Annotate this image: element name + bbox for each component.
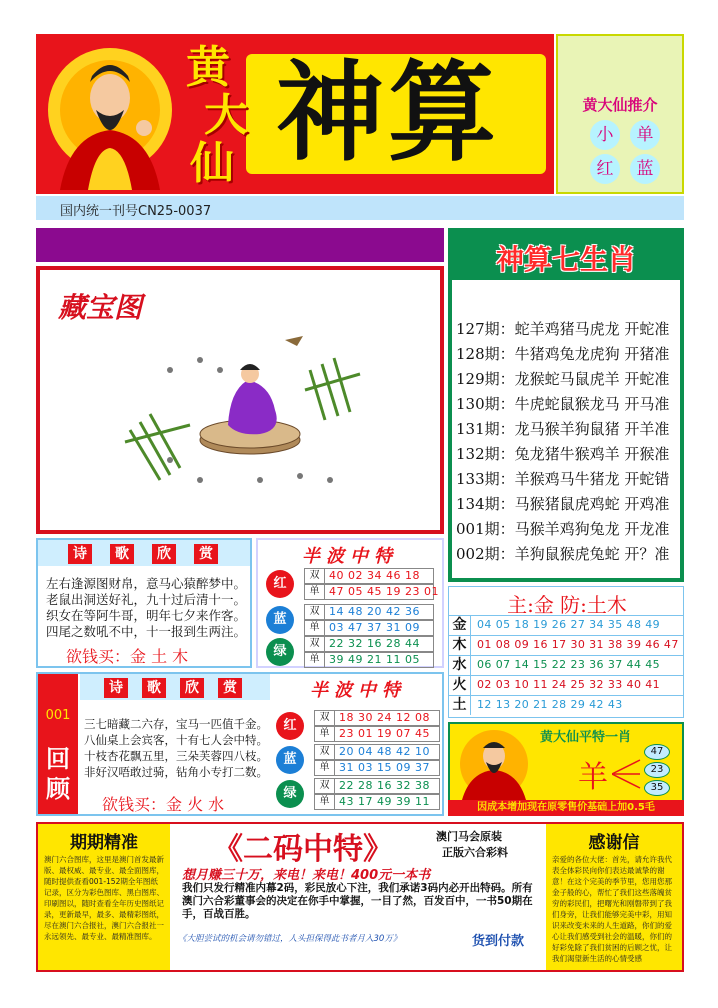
double-label: 双 [315, 779, 335, 793]
recommendation-blue: 蓝 [630, 154, 660, 184]
poem-line: 八仙桌上会宾客，十有七人会中特。 [84, 733, 268, 747]
deity-figure-image [40, 40, 180, 190]
double-label: 双 [305, 569, 325, 583]
wave-double-line [314, 744, 440, 760]
wave-double-line [314, 778, 440, 794]
poem-badge: 诗 [68, 544, 92, 564]
wave-color-badge: 蓝 [276, 746, 304, 774]
zodiac-row: 131期：龙马猴羊狗鼠猪 开羊准 [456, 420, 670, 438]
zodiac-row: 002期：羊狗鼠猴虎兔蛇 开？准 [456, 545, 670, 563]
treasure-map-panel [36, 266, 444, 534]
recommendation-odd: 单 [630, 120, 660, 150]
poem-buy-hint: 欲钱买：金 火 水 [102, 795, 225, 814]
masthead [36, 34, 684, 194]
wave-double-line [304, 568, 434, 584]
poem-line: 非好汉唔敢过骑，钻角小专打二数。 [84, 765, 268, 779]
five-elements-title: 主:金 防:土木 [507, 593, 627, 617]
brand-char-3: 仙 [190, 138, 234, 189]
element-numbers: 02 03 10 11 24 25 32 33 40 41 [477, 678, 661, 691]
wave-color-badge: 红 [276, 712, 304, 740]
single-numbers: 39 49 21 11 05 [329, 653, 420, 666]
zodiac-row: 133期：羊猴鸡马牛猪龙 开蛇错 [456, 470, 670, 488]
double-numbers: 22 28 16 32 38 [339, 779, 430, 792]
wave-single-line [314, 794, 440, 810]
poem-badge: 歌 [142, 678, 166, 698]
half-wave-panel-1 [256, 538, 444, 668]
accurate-text: 澳门六合图库，这里是澳门首发最新版、最权威、最专业、最全面图库，随时提供查看001-152期全年图纸记录，区分为彩色图库、黑白图库、印刷图以，随时查看全年历史图纸记录，更新最早，最多、最精彩图纸，尽在澳门六合报社，澳门六合报社一永远领先、最专业、最精准图库。 [44, 855, 164, 941]
zodiac-row: 129期：龙猴蛇马鼠虎羊 开蛇准 [456, 370, 670, 388]
ping-te-title: 黄大仙平特一肖 [540, 730, 632, 745]
element-row-metal [449, 615, 683, 635]
poem-badge: 赏 [194, 544, 218, 564]
poem-line: 老鼠出洞送好礼，九十过后清十一。 [46, 592, 247, 607]
poem-badge: 歌 [110, 544, 134, 564]
element-numbers: 12 13 20 21 28 29 42 43 [477, 698, 623, 711]
double-numbers: 22 32 16 28 44 [329, 637, 420, 650]
poem-buy-hint: 欲钱买：金 土 木 [66, 647, 189, 666]
wave-color-badge: 蓝 [266, 606, 294, 634]
wave-single-line [304, 584, 439, 600]
single-label: 单 [315, 795, 335, 809]
price-notice: 因成本增加现在原零售价基础上加0.5毛 [448, 800, 684, 816]
poem-badge: 诗 [104, 678, 128, 698]
ad-slogan: 想月赚三十万，来电！来电！400元一本书 [182, 868, 431, 883]
issue-number: 国内统一刊号CN25-0037 [60, 204, 212, 219]
element-key: 金 [449, 616, 471, 635]
zodiac-row: 001期：马猴羊鸡狗兔龙 开龙准 [456, 520, 670, 538]
single-label: 单 [305, 621, 325, 635]
single-label: 单 [315, 727, 335, 741]
double-label: 双 [305, 605, 325, 619]
wave-double-line [304, 604, 434, 620]
half-wave-panel-2 [274, 674, 442, 814]
review-panel [36, 672, 444, 816]
double-numbers: 20 04 48 42 10 [339, 745, 430, 758]
element-key: 木 [449, 636, 471, 655]
brand-char-1: 黄 [186, 42, 230, 93]
deity-figure-image [454, 728, 534, 800]
ping-te-number: 47 [644, 744, 670, 760]
poem-panel-2 [80, 674, 270, 814]
ad-subtitle-2: 正版六合彩料 [442, 846, 508, 859]
poem-badge: 欣 [180, 678, 204, 698]
zodiac-row: 134期：马猴猪鼠虎鸡蛇 开鸡准 [456, 495, 670, 513]
accurate-column [38, 824, 170, 970]
review-label: 回顾 [46, 744, 70, 803]
element-numbers: 06 07 14 15 22 23 36 37 44 45 [477, 658, 661, 671]
single-label: 单 [315, 761, 335, 775]
zodiac-row: 132期：兔龙猪牛猴鸡羊 开猴准 [456, 445, 670, 463]
treasure-map-illustration [110, 330, 380, 490]
zodiac-row: 130期：牛虎蛇鼠猴龙马 开马准 [456, 395, 670, 413]
poem-line: 四尾之数吼不中，十一报到生两注。 [46, 624, 247, 639]
thanks-text: 亲爱的各位大佬：首先，请允许我代表全体彩民向你们表达最诚挚的谢意！在这个完美的季节里，您用您那金子般的心，帮忙了我们这些落魄贫穷的彩民们，把曙光和刚磐带到了我们身旁，让我们能够完美中彩，用知识来改变未来的人生道路，你们的爱心让我们感受到社会的温暖，你们的好彩免除了我们贫困的后顾之忧，让我们渴望新生活的心情受感 [552, 855, 672, 963]
seven-zodiac-title: 神算七生肖 [495, 243, 636, 276]
wave-single-line [314, 726, 440, 742]
wave-double-line [314, 710, 440, 726]
element-row-wood [449, 635, 683, 655]
wave-color-badge: 绿 [276, 780, 304, 808]
purple-divider [36, 228, 444, 262]
poem-line: 左右逢源图财帛，意马心猿醉梦中。 [46, 576, 247, 591]
wave-color-badge: 红 [266, 570, 294, 598]
poem-line: 十枝杏花飘五里，三朵芙蓉四八枝。 [84, 749, 268, 763]
recommendation-red: 红 [590, 154, 620, 184]
issue-bar [36, 196, 684, 220]
double-numbers: 18 30 24 12 08 [339, 711, 430, 724]
ad-note: 《大胆尝试的机会请勿错过，人头担保得此书者月入30万》 [178, 934, 402, 944]
single-label: 单 [305, 585, 325, 599]
cash-on-delivery: 货到付款 [472, 934, 525, 949]
double-numbers: 14 48 20 42 36 [329, 605, 420, 618]
poem-line: 三七暗藏二六存，宝马一匹值千金。 [84, 717, 268, 731]
element-key: 土 [449, 696, 471, 715]
single-numbers: 31 03 15 09 37 [339, 761, 430, 774]
wave-single-line [304, 652, 434, 668]
wave-single-line [304, 620, 434, 636]
seven-zodiac-panel [448, 228, 684, 582]
element-numbers: 01 08 09 16 17 30 31 38 39 46 47 [477, 638, 679, 651]
masthead-title: 神算 [276, 50, 501, 176]
poem-panel-1 [36, 538, 252, 668]
recommendation-small: 小 [590, 120, 620, 150]
recommendation-box [556, 34, 684, 194]
accurate-title: 期期精准 [70, 833, 138, 853]
single-numbers: 47 05 45 19 23 01 [329, 585, 439, 598]
wave-color-badge: 绿 [266, 638, 294, 666]
half-wave-title: 半波中特 [302, 546, 398, 567]
review-issue-number: 001 [45, 708, 71, 723]
review-sidebar [38, 674, 78, 814]
wave-double-line [304, 636, 434, 652]
arrow-lines-icon [612, 754, 642, 794]
ad-body: 我们只发行精准内幕2码，彩民放心下注，我们承诺3码内必开出特码。所有澳门六合彩董事会的决定在你手中掌握，一目了然，百发百中，一书50期在手，百战百胜。 [182, 882, 533, 920]
half-wave-title: 半波中特 [310, 680, 406, 701]
wave-single-line [314, 760, 440, 776]
single-numbers: 23 01 19 07 45 [339, 727, 430, 740]
ad-headline: 《二码中特》 [213, 832, 393, 867]
seven-zodiac-header [452, 232, 680, 280]
thanks-title: 感谢信 [588, 833, 640, 853]
masthead-red-panel [36, 34, 554, 194]
double-label: 双 [315, 711, 335, 725]
element-numbers: 04 05 18 19 26 27 34 35 48 49 [477, 618, 661, 631]
treasure-map-title: 藏宝图 [58, 291, 143, 324]
ping-te-number: 23 [644, 762, 670, 778]
element-row-fire [449, 675, 683, 695]
double-label: 双 [315, 745, 335, 759]
poem-badge: 赏 [218, 678, 242, 698]
single-label: 单 [305, 653, 325, 667]
zodiac-row: 127期：蛇羊鸡猪马虎龙 开蛇准 [456, 320, 670, 338]
ad-subtitle-1: 澳门马会原装 [436, 830, 502, 843]
element-key: 火 [449, 676, 471, 695]
bottom-ad-panel [36, 822, 684, 972]
poem-header [80, 674, 270, 700]
ping-te-number: 35 [644, 780, 670, 796]
ping-te-zodiac: 羊 [578, 760, 608, 795]
poem-badge: 欣 [152, 544, 176, 564]
poem-line: 织女在等阿牛哥，明年七夕来作客。 [46, 608, 247, 623]
double-label: 双 [305, 637, 325, 651]
thanks-column [546, 824, 682, 970]
double-numbers: 40 02 34 46 18 [329, 569, 420, 582]
poem-header [38, 540, 250, 566]
zodiac-row: 128期：牛猪鸡兔龙虎狗 开猪准 [456, 345, 670, 363]
element-row-water [449, 655, 683, 675]
recommendation-title: 黄大仙推介 [582, 96, 658, 114]
element-row-earth [449, 695, 683, 715]
single-numbers: 43 17 49 39 11 [339, 795, 430, 808]
brand-char-2: 大 [204, 90, 248, 141]
element-key: 水 [449, 656, 471, 675]
single-numbers: 03 47 37 31 09 [329, 621, 420, 634]
five-elements-panel [448, 586, 684, 718]
